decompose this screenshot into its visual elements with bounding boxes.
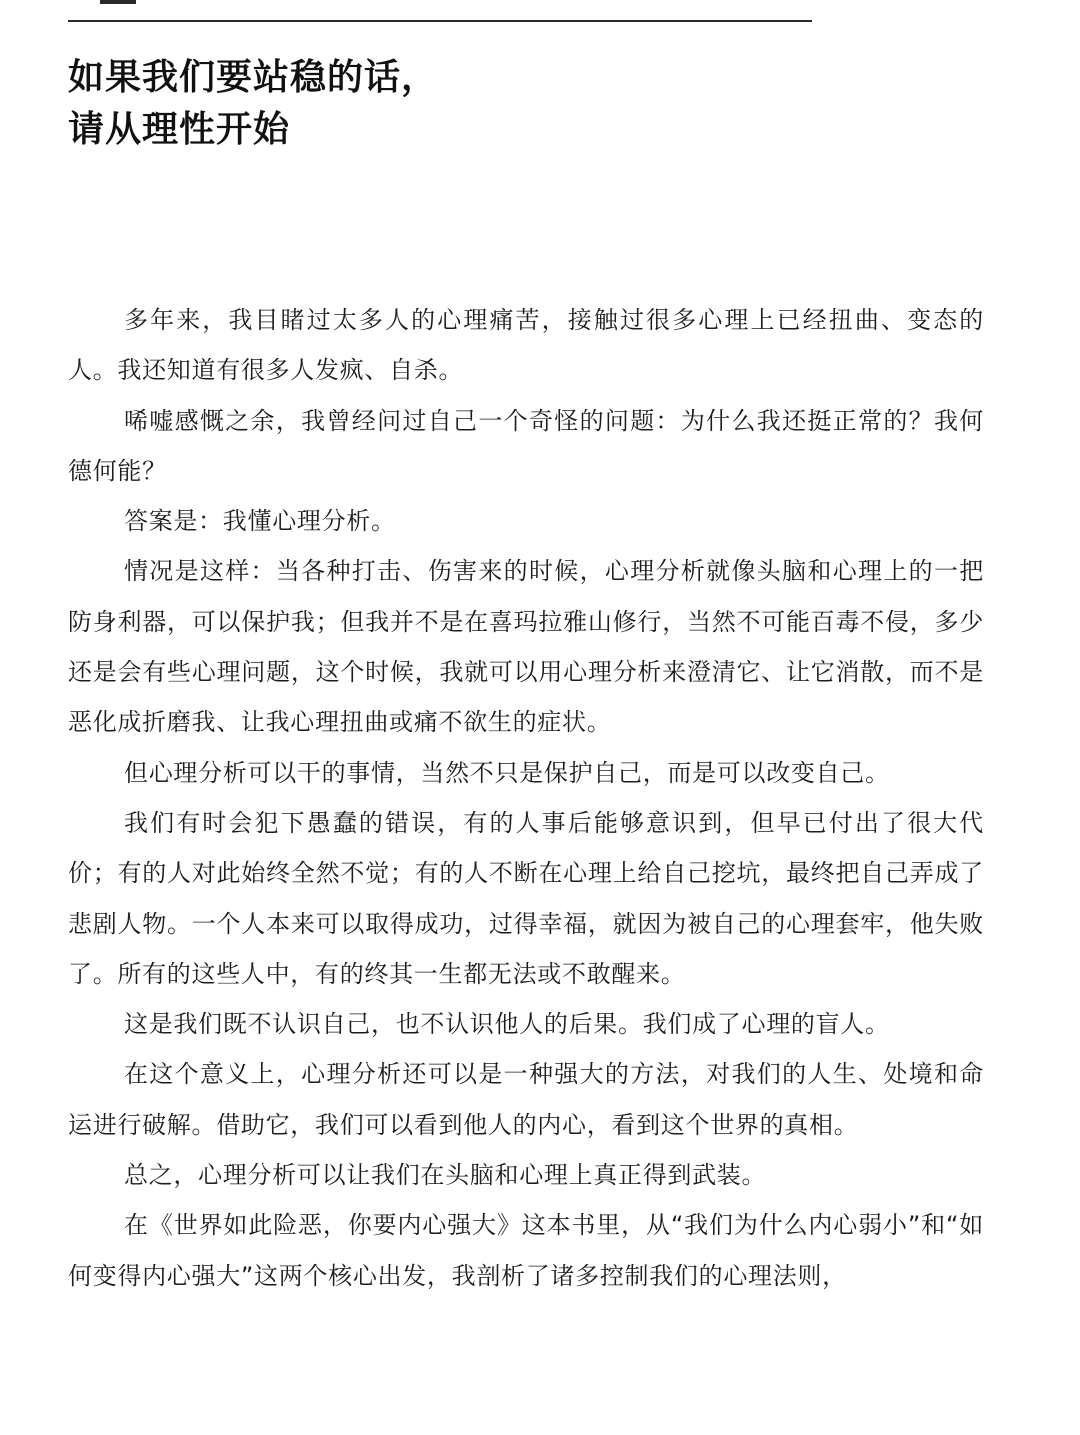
paragraph: 唏嘘感慨之余，我曾经问过自己一个奇怪的问题：为什么我还挺正常的？我何德何能？ — [68, 406, 984, 485]
body-text — [68, 295, 984, 1301]
header-tab-mark — [100, 0, 136, 4]
chapter-title-line-2: 请从理性开始 — [68, 109, 291, 150]
paragraph: 但心理分析可以干的事情，当然不只是保护自己，而是可以改变自己。 — [124, 758, 890, 787]
paragraph: 在《世界如此险恶，你要内心强大》这本书里，从“我们为什么内心弱小”和“如何变得内心强大”这两个核心出发，我剖析了诸多控制我们的心理法则， — [68, 1211, 984, 1290]
paragraph: 答案是：我懂心理分析。 — [124, 507, 396, 536]
paragraph: 多年来，我目睹过太多人的心理痛苦，接触过很多心理上已经扭曲、变态的人。我还知道有很多人发疯、自杀。 — [68, 306, 984, 385]
paragraph: 我们有时会犯下愚蠢的错误，有的人事后能够意识到，但早已付出了很大代价；有的人对此始终全然不觉；有的人不断在心理上给自己挖坑，最终把自己弄成了悲剧人物。一个人本来可以取得成功，过得幸福，就因为被自己的心理套牢，他失败了。所有的这些人中，有的终其一生都无法或不敢醒来。 — [68, 808, 984, 988]
paragraph: 这是我们既不认识自己，也不认识他人的后果。我们成了心理的盲人。 — [124, 1010, 890, 1039]
header-rule — [68, 20, 812, 22]
chapter-title-line-1: 如果我们要站稳的话， — [68, 57, 439, 98]
paragraph: 情况是这样：当各种打击、伤害来的时候，心理分析就像头脑和心理上的一把防身利器，可以保护我；但我并不是在喜玛拉雅山修行，当然不可能百毒不侵，多少还是会有些心理问题，这个时候，我就可以用心理分析来澄清它、让它消散，而不是恶化成折磨我、让我心理扭曲或痛不欲生的症状。 — [68, 557, 984, 737]
paragraph: 在这个意义上，心理分析还可以是一种强大的方法，对我们的人生、处境和命运进行破解。借助它，我们可以看到他人的内心，看到这个世界的真相。 — [68, 1060, 984, 1139]
chapter-title — [68, 52, 438, 156]
paragraph: 总之，心理分析可以让我们在头脑和心理上真正得到武装。 — [124, 1161, 767, 1190]
